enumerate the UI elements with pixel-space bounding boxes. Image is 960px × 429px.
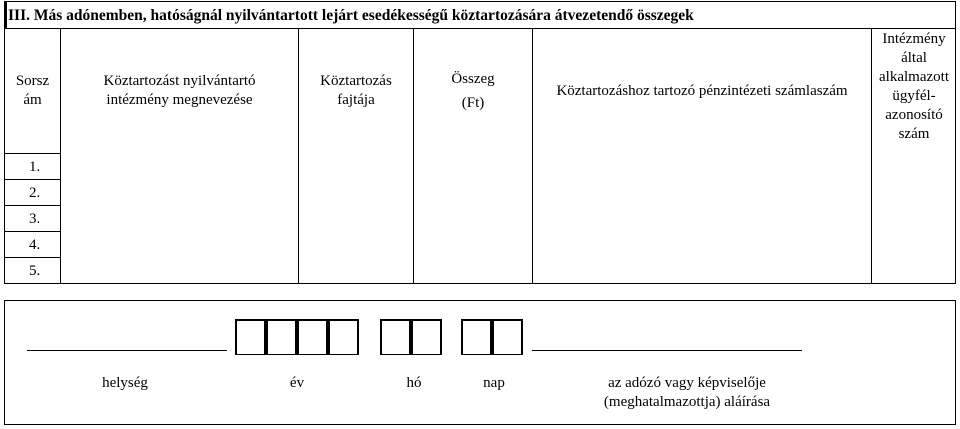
- header-amount-line2: (Ft): [461, 95, 485, 111]
- header-amount-line1: Összeg: [451, 71, 495, 87]
- header-debt-type-line2: fajtája: [337, 92, 375, 108]
- year-label: év: [289, 375, 305, 391]
- month-digit-box[interactable]: [411, 319, 442, 355]
- header-institution: [61, 29, 298, 153]
- section-title-text: III. Más adónemben, hatóságnál nyilvántartott lejárt esedékességű köztartozására átvezetendő összegek: [8, 7, 694, 24]
- header-account-number: [533, 29, 871, 153]
- header-client-id-line1: Intézmény: [882, 31, 946, 47]
- signature-line[interactable]: [532, 350, 802, 351]
- year-digit-box[interactable]: [328, 319, 359, 355]
- place-label: helység: [102, 375, 148, 391]
- signature-label-line1: az adózó vagy képviselője: [608, 375, 766, 391]
- header-debt-type: [299, 29, 413, 153]
- header-client-id: [872, 30, 956, 154]
- header-institution-line1: Köztartozást nyilvántartó: [103, 73, 256, 89]
- day-label: nap: [483, 375, 505, 391]
- row-number: 5.: [29, 263, 41, 279]
- header-client-id-line6: szám: [898, 126, 930, 142]
- year-digit-box[interactable]: [266, 319, 297, 355]
- day-digit-box[interactable]: [492, 319, 523, 355]
- month-digit-box[interactable]: [380, 319, 411, 355]
- header-client-id-line2: által: [901, 50, 927, 66]
- header-sorszam-line1: Sorsz: [15, 73, 50, 89]
- header-sorszam: [5, 29, 60, 153]
- header-account-number-line1: Köztartozáshoz tartozó pénzintézeti számlaszám: [556, 82, 848, 99]
- day-digit-box[interactable]: [461, 319, 492, 355]
- debt-transfer-section: [4, 1, 956, 284]
- header-amount: [414, 29, 532, 153]
- place-input-line[interactable]: [27, 350, 227, 351]
- header-sorszam-line2: ám: [23, 92, 42, 108]
- row-number: 2.: [29, 185, 41, 201]
- year-digit-box[interactable]: [297, 319, 328, 355]
- title-bar: [5, 2, 7, 28]
- section-title: [5, 2, 955, 29]
- header-client-id-line4: ügyfél-: [892, 88, 936, 104]
- row-number: 3.: [29, 211, 41, 227]
- signature-label-line2: (meghatalmazottja) aláírása: [603, 394, 771, 410]
- header-institution-line2: intézmény megnevezése: [106, 92, 253, 108]
- year-digit-box[interactable]: [235, 319, 266, 355]
- header-client-id-line5: azonosító: [885, 107, 943, 123]
- header-debt-type-line1: Köztartozás: [320, 73, 392, 89]
- signature-section: [4, 300, 956, 425]
- header-client-id-line3: alkalmazott: [879, 69, 949, 85]
- row-number: 4.: [29, 237, 41, 253]
- row-number: 1.: [29, 159, 41, 175]
- month-label: hó: [406, 375, 422, 391]
